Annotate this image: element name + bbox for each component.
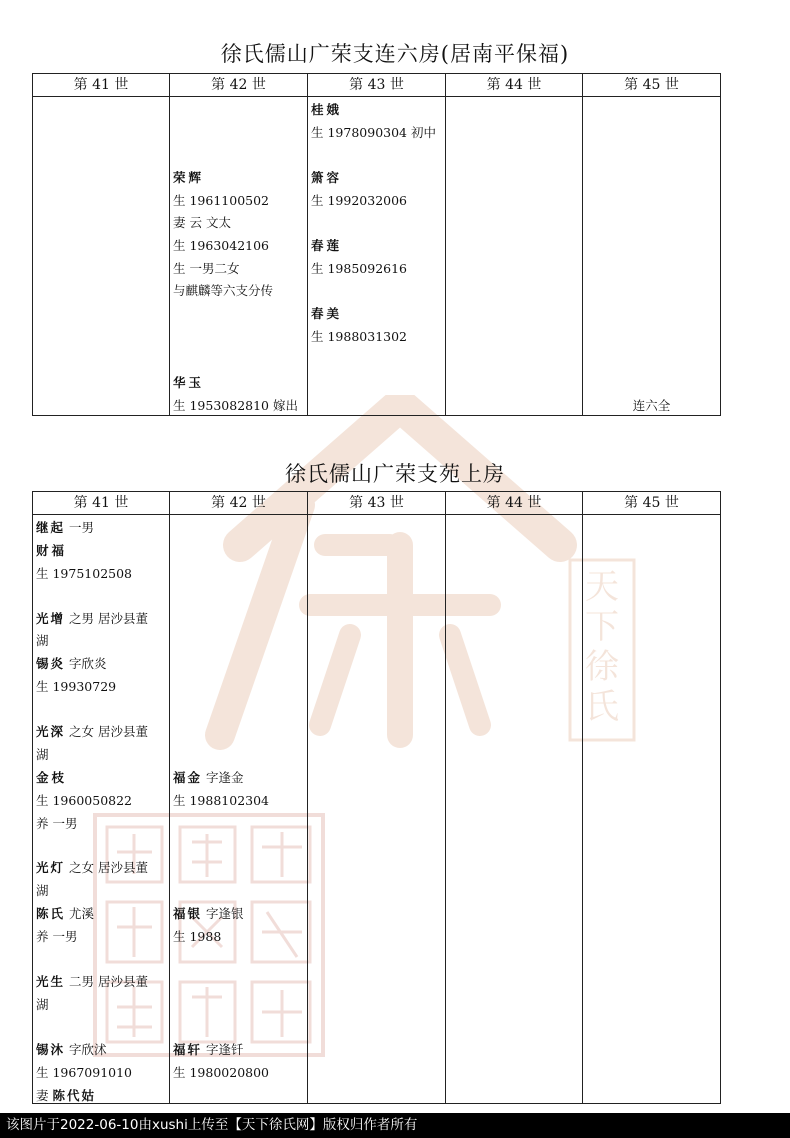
spouse-line xyxy=(36,1088,96,1104)
courtesy-name: 字逢钎 xyxy=(206,1042,244,1057)
person-name: 春莲 xyxy=(311,238,343,253)
person-line xyxy=(36,1042,107,1058)
parent-note: 之男 居沙县董 xyxy=(69,611,148,626)
birth-date: 生 1988031302 xyxy=(311,329,408,344)
children-line: 生 一男二女 xyxy=(173,261,240,276)
genealogy-table-yuanshang xyxy=(32,491,721,1104)
birth-date: 生 1980020800 xyxy=(173,1065,270,1080)
gen42-header: 第 42 世 xyxy=(170,74,308,97)
birth-date: 生 19930729 xyxy=(36,679,117,694)
watermark-char: 徐 xyxy=(585,647,619,687)
person-name: 锡炎 xyxy=(36,656,66,671)
parent-line xyxy=(36,974,148,990)
person-line xyxy=(173,906,244,922)
person-name: 金枝 xyxy=(36,770,68,785)
gen41-header: 第 41 世 xyxy=(33,492,170,515)
header-row xyxy=(33,74,721,97)
gen43-cell xyxy=(308,97,446,416)
person-name: 春美 xyxy=(311,306,343,321)
birth-date: 生 1992032006 xyxy=(311,193,408,208)
table-row xyxy=(33,97,721,416)
person-name: 荣辉 xyxy=(173,170,205,185)
parent-line xyxy=(36,724,148,740)
parent-note: 之女 居沙县董 xyxy=(69,724,148,739)
adoption-line: 养 一男 xyxy=(36,816,78,831)
person-line xyxy=(36,656,107,672)
person-name: 锡沐 xyxy=(36,1042,66,1057)
parent-note: 之女 居沙县董 xyxy=(69,860,148,875)
person-name: 箫容 xyxy=(311,170,343,185)
person-name: 福金 xyxy=(173,770,203,785)
person-name: 福银 xyxy=(173,906,203,921)
person-line xyxy=(173,770,244,786)
parent-name: 光增 xyxy=(36,611,66,626)
person-name: 华玉 xyxy=(173,375,205,390)
gen45-cell xyxy=(583,97,721,416)
watermark-char: 氏 xyxy=(585,687,619,727)
gen43-header: 第 43 世 xyxy=(308,492,446,515)
gen42-cell xyxy=(170,515,308,1104)
gen45-cell xyxy=(583,515,721,1104)
courtesy-name: 字欣沭 xyxy=(69,1042,107,1057)
header-row xyxy=(33,492,721,515)
gen43-header: 第 43 世 xyxy=(308,74,446,97)
gen41-cell xyxy=(33,97,170,416)
courtesy-name: 字逢金 xyxy=(206,770,244,785)
person-line xyxy=(173,1042,244,1058)
parent-note: 二男 居沙县董 xyxy=(69,974,148,989)
parent-note-cont: 湖 xyxy=(36,633,49,648)
birth-date: 生 1961100502 xyxy=(173,193,270,208)
adoption-line: 养 一男 xyxy=(36,929,78,944)
gen45-header: 第 45 世 xyxy=(583,492,721,515)
genealogy-table-lianliu xyxy=(32,73,721,416)
parent-name: 光生 xyxy=(36,974,66,989)
birth-date: 生 1953082810 嫁出 xyxy=(173,398,298,413)
parent-name: 光灯 xyxy=(36,860,66,875)
gen44-header: 第 44 世 xyxy=(446,492,583,515)
parent-note: 一男 xyxy=(69,520,95,535)
person-line xyxy=(36,906,94,922)
parent-name: 光深 xyxy=(36,724,66,739)
gen44-cell xyxy=(446,515,583,1104)
gen41-cell xyxy=(33,515,170,1104)
spouse-label: 妻 xyxy=(36,1088,49,1103)
courtesy-name: 字欣炎 xyxy=(69,656,107,671)
gen44-cell xyxy=(446,97,583,416)
courtesy-name: 字逢银 xyxy=(206,906,244,921)
person-name: 财福 xyxy=(36,543,68,558)
gen44-header: 第 44 世 xyxy=(446,74,583,97)
parent-note-cont: 湖 xyxy=(36,883,49,898)
table1-title: 徐氏儒山广荣支连六房(居南平保福) xyxy=(220,42,570,66)
gen42-header: 第 42 世 xyxy=(170,492,308,515)
gen42-cell xyxy=(170,97,308,416)
birth-date: 生 1960050822 xyxy=(36,793,133,808)
person-name: 桂娥 xyxy=(311,102,343,117)
parent-line xyxy=(36,520,94,536)
birth-date: 生 1988 xyxy=(173,929,222,944)
birth-date: 生 1975102508 xyxy=(36,566,133,581)
table2-title: 徐氏儒山广荣支苑上房 xyxy=(285,462,505,486)
birth-date: 生 1988102304 xyxy=(173,793,270,808)
gen41-header: 第 41 世 xyxy=(33,74,170,97)
spouse-line: 妻 云 文太 xyxy=(173,215,231,230)
parent-note-cont: 湖 xyxy=(36,997,49,1012)
spouse-name: 陈代姑 xyxy=(52,1088,97,1103)
person-name: 福轩 xyxy=(173,1042,203,1057)
table-row xyxy=(33,515,721,1104)
parent-note-cont: 湖 xyxy=(36,747,49,762)
watermark-char: 下 xyxy=(585,607,619,647)
parent-line xyxy=(36,860,148,876)
watermark-char: 天 xyxy=(585,567,619,607)
gen43-cell xyxy=(308,515,446,1104)
origin-note: 尤溪 xyxy=(69,906,95,921)
birth-date: 生 1985092616 xyxy=(311,261,408,276)
person-name: 陈氏 xyxy=(36,906,66,921)
copyright-footer: 该图片于2022-06-10由xushi上传至【天下徐氏网】版权归作者所有 xyxy=(0,1113,790,1138)
parent-line xyxy=(36,611,148,627)
branch-note: 连六全 xyxy=(632,398,671,413)
note-line: 与麒麟等六支分传 xyxy=(173,283,274,298)
gen45-header: 第 45 世 xyxy=(583,74,721,97)
birth-date: 生 1963042106 xyxy=(173,238,270,253)
birth-date: 生 1967091010 xyxy=(36,1065,133,1080)
parent-name: 继起 xyxy=(36,520,66,535)
birth-date: 生 1978090304 初中 xyxy=(311,125,436,140)
